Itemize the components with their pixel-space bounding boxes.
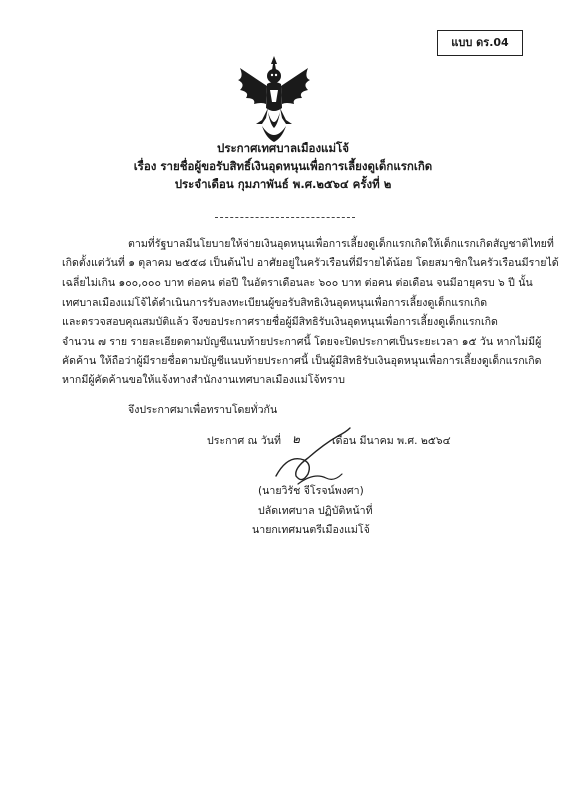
form-code-box: แบบ ดร.04 — [437, 30, 523, 56]
paragraph-2-line-3: จำนวน ๗ ราย รายละเอียดตามบัญชีแนบท้ายประกาศนี้ โดยจะปิดประกาศเป็นระยะเวลา ๑๕ วัน หากไม่มีผู้ — [62, 336, 542, 348]
paragraph-2-line-4: คัดค้าน ให้ถือว่าผู้มีรายชื่อตามบัญชีแนบท้ายประกาศนี้ เป็นผู้มีสิทธิรับเงินอุดหนุนเพื่อการเลี้ยงดูเด็กแรกเกิด — [62, 355, 542, 367]
divider — [215, 217, 355, 218]
paragraph-2-line-5: หากมีผู้คัดค้านขอให้แจ้งทางสำนักงานเทศบาลเมืองแม่โจ้ทราบ — [62, 374, 345, 386]
closing-statement: จึงประกาศมาเพื่อทราบโดยทั่วกัน — [128, 404, 278, 416]
paragraph-1-line-1: ตามที่รัฐบาลมีนโยบายให้จ่ายเงินอุดหนุนเพื่อการเลี้ยงดูเด็กแรกเกิดให้เด็กแรกเกิดสัญชาติไทยที่ — [128, 238, 554, 250]
paragraph-2-line-2: และตรวจสอบคุณสมบัติแล้ว จึงขอประกาศรายชื่อผู้มีสิทธิรับเงินอุดหนุนเพื่อการเลี้ยงดูเด็กแรกเกิด — [62, 316, 498, 328]
paragraph-1-line-3: เฉลี่ยไม่เกิน ๑๐๐,๐๐๐ บาท ต่อคน ต่อปี ในอัตราเดือนละ ๖๐๐ บาท ต่อคน ต่อเดือน จนมีอายุครบ ๖ ปี นั้น — [62, 277, 533, 289]
announce-date-prefix: ประกาศ ณ วันที่ — [207, 435, 281, 447]
header-title: ประกาศเทศบาลเมืองแม่โจ้ — [217, 141, 349, 155]
paragraph-1-line-2: เกิดตั้งแต่วันที่ ๑ ตุลาคม ๒๕๕๘ เป็นต้นไป อาศัยอยู่ในครัวเรือนที่มีรายได้น้อย โดยสมาชิกในครัวเรือนมีรายได้ — [62, 257, 559, 269]
garuda-emblem — [232, 54, 316, 146]
header-subject: เรื่อง รายชื่อผู้ขอรับสิทธิ์เงินอุดหนุนเพื่อการเลี้ยงดูเด็กแรกเกิด — [133, 159, 433, 173]
signatory-position-2: นายกเทศมนตรีเมืองแม่โจ้ — [252, 524, 370, 536]
signatory-position-1: ปลัดเทศบาล ปฏิบัติหน้าที่ — [258, 505, 373, 517]
announce-day-handwritten: ๒ — [292, 432, 300, 446]
announce-date-suffix: เดือน มีนาคม พ.ศ. ๒๕๖๔ — [332, 435, 451, 447]
signatory-name: (นายวิรัช จีโรจน์พงศา) — [258, 485, 364, 497]
paragraph-2-line-1: เทศบาลเมืองแม่โจ้ได้ดำเนินการรับลงทะเบียนผู้ขอรับสิทธิเงินอุดหนุนเพื่อการเลี้ยงดูเด็กแรกเกิด — [62, 297, 488, 309]
header-period: ประจำเดือน กุมภาพันธ์ พ.ศ.๒๕๖๔ ครั้งที่ ๒ — [174, 177, 392, 191]
